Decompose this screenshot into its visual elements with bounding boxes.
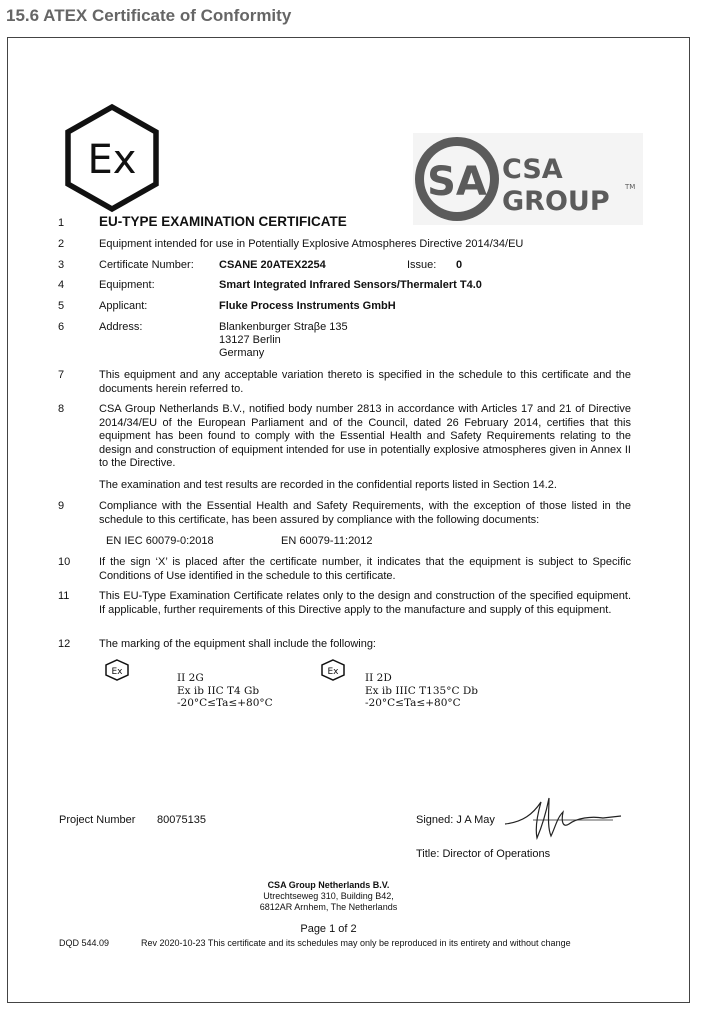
item-number: 6 [58,321,65,333]
ex-hexagon-logo [62,103,162,213]
issue-label: Issue: [407,259,437,271]
paragraph-12: The marking of the equipment shall include the following: [99,638,376,650]
item-number: 11 [58,590,70,602]
standard-doc-2: EN 60079-11:2012 [281,535,373,547]
paragraph-9: Compliance with the Essential Health and Safety Requirements, with the exception of those listed in the schedule to this certificate, has been assured by compliance with the following documents: [99,500,631,526]
marking-gas-ambient: -20°C≤Ta≤+80°C [177,697,273,709]
equipment-value: Smart Integrated Infrared Sensors/Thermalert T4.0 [219,279,482,291]
address-line-1: Blankenburger Straβe 135 [219,321,348,333]
certificate-number-label: Certificate Number: [99,259,194,271]
ex-symbol-text: Ex [87,137,137,183]
page-indicator: Page 1 of 2 [300,923,357,935]
org-name: CSA Group Netherlands B.V. [267,880,390,890]
marking-dust-group: II 2D [365,672,392,684]
svg-text:SA: SA [427,159,487,205]
revision-note: Rev 2020-10-23 This certificate and its schedules may only be reproduced in its entirety and without change [141,938,571,948]
applicant-value: Fluke Process Instruments GmbH [219,300,396,312]
org-address-1: Utrechtseweg 310, Building B42, [263,891,394,901]
csa-group-logo [413,133,643,225]
address-line-2: 13127 Berlin [219,334,281,346]
ex-icon-text: Ex [327,667,339,677]
paragraph-11: This EU-Type Examination Certificate relates only to the design and construction of the specified equipment. If applicable, further requirements of this Directive apply to the manufacture and supply of this equipment. [99,590,631,616]
document-code: DQD 544.09 [59,938,110,948]
item-number: 5 [58,300,65,312]
paragraph-8: CSA Group Netherlands B.V., notified body number 2813 in accordance with Articles 17 and 21 of Directive 2014/34/EU of the European Parliament and of the Council, dated 26 February 2014, certifies that this equipment has been found to comply with the Essential Health and Safety Requirements relating to the design and construction of equipment intended for use in potentially explosive atmospheres given in Annex II to the Directive. [99,403,631,469]
marking-gas-group: II 2G [177,672,204,684]
ex-icon-text: Ex [111,667,123,677]
item-number: 7 [58,369,65,381]
page-title: 15.6 ATEX Certificate of Conformity [6,6,292,25]
applicant-label: Applicant: [99,300,148,312]
issue-value: 0 [456,259,463,271]
ex-hexagon-icon [104,659,130,681]
org-address-2: 6812AR Arnhem, The Netherlands [259,902,398,912]
directive-text: Equipment intended for use in Potentially Explosive Atmospheres Directive 2014/34/EU [99,238,524,250]
item-number: 12 [58,638,71,650]
certificate-heading: EU-TYPE EXAMINATION CERTIFICATE [99,214,347,229]
marking-gas [177,672,273,710]
item-number: 9 [58,500,65,512]
item-number: 3 [58,259,65,271]
marking-dust [365,672,478,710]
csa-logo-line2: GROUP [502,186,610,217]
project-number-label: Project Number [59,814,136,826]
address-label: Address: [99,321,143,333]
signer-title: Title: Director of Operations [416,848,551,860]
standard-doc-1: EN IEC 60079-0:2018 [106,535,214,547]
marking-dust-protection: Ex ib IIIC T135°C Db [365,684,478,697]
marking-dust-ambient: -20°C≤Ta≤+80°C [365,697,461,709]
item-number: 8 [58,403,65,415]
project-number-value: 80075135 [157,814,206,826]
paragraph-8-results: The examination and test results are recorded in the confidential reports listed in Section 14.2. [99,479,557,491]
paragraph-10: If the sign ‘X’ is placed after the certificate number, it indicates that the equipment is subject to Specific Conditions of Use identified in the schedule to this certificate. [99,556,631,582]
ex-hexagon-icon [320,659,346,681]
csa-logo-tm: TM [625,183,636,191]
csa-emblem-icon [413,133,643,225]
equipment-label: Equipment: [99,279,155,291]
address-line-3: Germany [219,347,265,359]
item-number: 10 [58,556,71,568]
item-number: 2 [58,238,65,250]
certificate-document [7,37,690,1003]
csa-logo-line1: CSA [502,154,563,185]
certificate-number-value: CSANE 20ATEX2254 [219,259,326,271]
signed-by: Signed: J A May [416,814,495,826]
item-number: 1 [58,217,65,229]
marking-gas-protection: Ex ib IIC T4 Gb [177,684,260,697]
signature [503,794,623,844]
paragraph-7: This equipment and any acceptable variation thereto is specified in the schedule to this certificate and the documents herein referred to. [99,369,631,395]
item-number: 4 [58,279,65,291]
